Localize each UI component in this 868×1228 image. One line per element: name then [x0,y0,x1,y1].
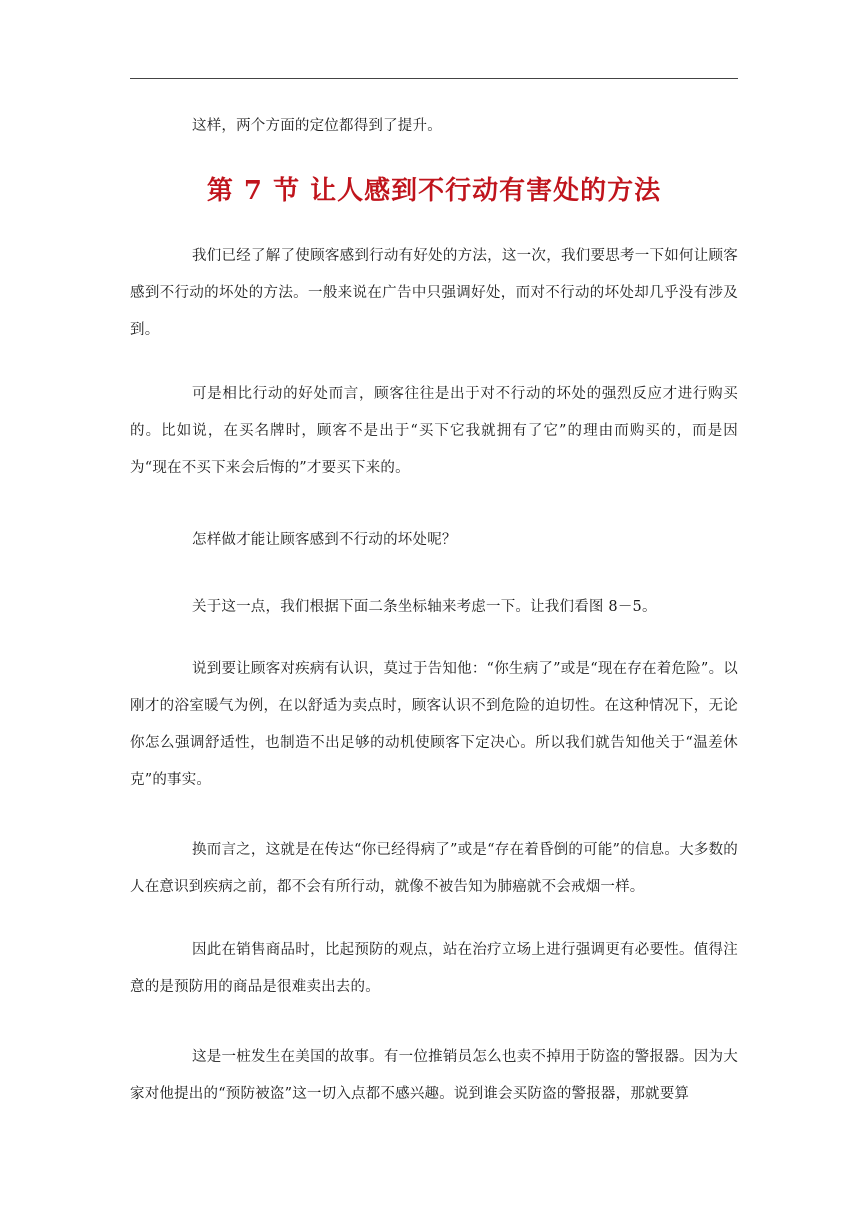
paragraph-5: 说到要让顾客对疾病有认识，莫过于告知他：“你生病了”或是“现在存在着危险”。以刚才的浴室暖气为例，在以舒适为卖点时，顾客认识不到危险的迫切性。在这种情况下，无论你怎么强调舒适性，也制造不出足够的动机使顾客下定决心。所以我们就告知他关于“温差休克”的事实。 [130,661,738,788]
intro-line: 这样，两个方面的定位都得到了提升。 [192,118,442,134]
section-title: 第 7 节 让人感到不行动有害处的方法 [206,176,662,206]
paragraph-8: 这是一桩发生在美国的故事。有一位推销员怎么也卖不掉用于防盗的警报器。因为大家对他提出的“预防被盗”这一切入点都不感兴趣。说到谁会买防盗的警报器，那就要算 [130,1049,738,1102]
paragraph-1: 我们已经了解了使顾客感到行动有好处的方法，这一次，我们要思考一下如何让顾客感到不行动的坏处的方法。一般来说在广告中只强调好处，而对不行动的坏处却几乎没有涉及到。 [130,248,738,338]
paragraph-6: 换而言之，这就是在传达“你已经得病了”或是“存在着昏倒的可能”的信息。大多数的人在意识到疾病之前，都不会有所行动，就像不被告知为肺癌就不会戒烟一样。 [130,842,738,895]
paragraph-7: 因此在销售商品时，比起预防的观点，站在治疗立场上进行强调更有必要性。值得注意的是预防用的商品是很难卖出去的。 [130,942,738,995]
paragraph-2: 可是相比行动的好处而言，顾客往往是出于对不行动的坏处的强烈反应才进行购买的。比如说，在买名牌时，顾客不是出于“买下它我就拥有了它”的理由而购买的，而是因为“现在不买下来会后悔的”才要买下来的。 [130,386,738,476]
header-rule [130,78,738,79]
paragraph-3: 怎样做才能让顾客感到不行动的坏处呢？ [192,532,457,548]
paragraph-4: 关于这一点，我们根据下面二条坐标轴来考虑一下。让我们看图 8－5。 [192,599,657,615]
